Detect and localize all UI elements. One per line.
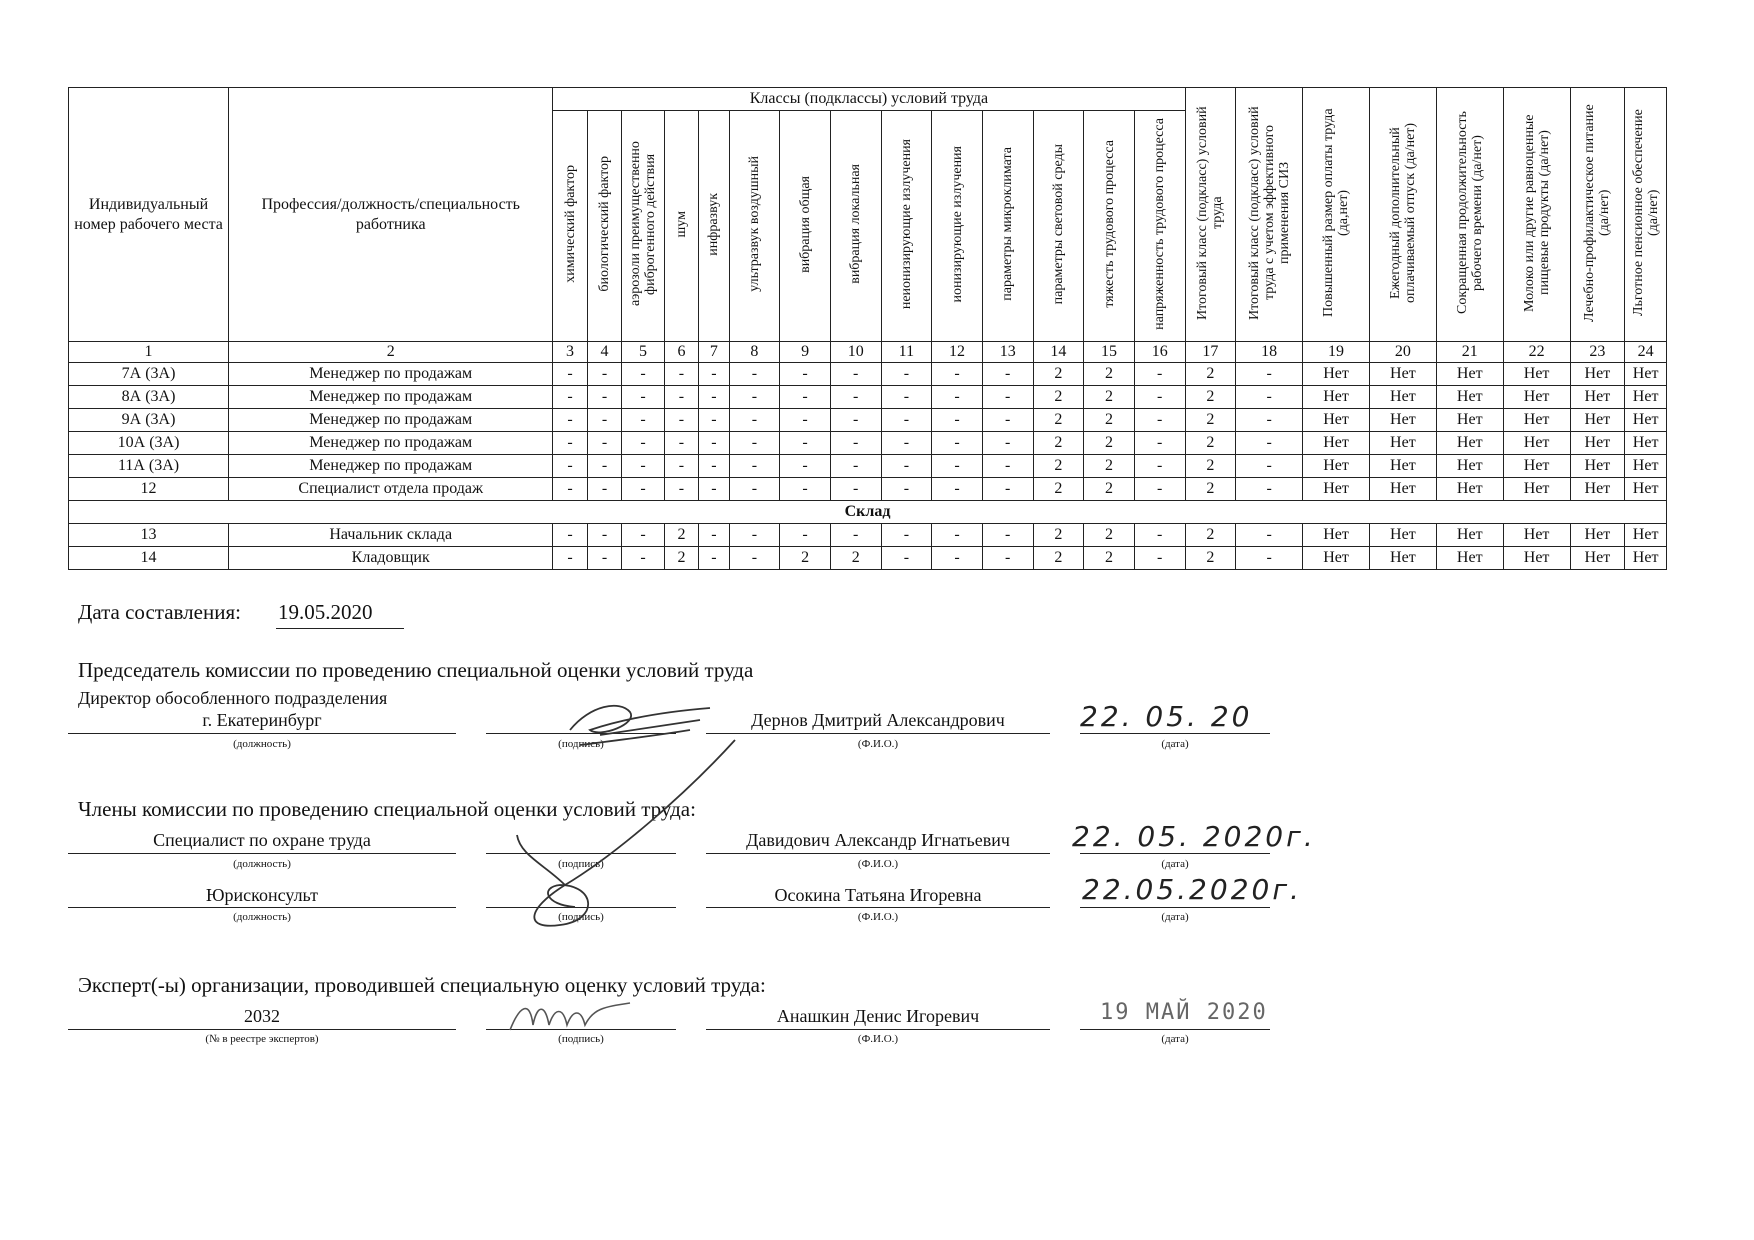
value-cell: 2 bbox=[1185, 432, 1236, 455]
value-cell: 2 bbox=[1084, 363, 1135, 386]
value-cell: - bbox=[780, 432, 831, 455]
value-cell: Нет bbox=[1570, 432, 1625, 455]
value-cell: - bbox=[664, 455, 698, 478]
value-cell: - bbox=[553, 547, 587, 570]
column-number: 18 bbox=[1236, 342, 1303, 363]
value-cell: - bbox=[729, 455, 780, 478]
value-cell: - bbox=[1236, 363, 1303, 386]
value-cell: 2 bbox=[1185, 478, 1236, 501]
header-factor: ионизирующие излучения bbox=[932, 111, 983, 342]
value-cell: 2 bbox=[1185, 386, 1236, 409]
value-cell: - bbox=[780, 455, 831, 478]
column-number: 17 bbox=[1185, 342, 1236, 363]
column-number: 3 bbox=[553, 342, 587, 363]
value-cell: Нет bbox=[1436, 363, 1503, 386]
value-cell: - bbox=[729, 363, 780, 386]
value-cell: Нет bbox=[1625, 363, 1667, 386]
value-cell: - bbox=[699, 478, 729, 501]
value-cell: Нет bbox=[1570, 363, 1625, 386]
value-cell: - bbox=[982, 409, 1033, 432]
value-cell: Нет bbox=[1625, 432, 1667, 455]
header-factor: напряженность трудового процесса bbox=[1134, 111, 1185, 342]
value-cell: 2 bbox=[1033, 524, 1084, 547]
value-cell: - bbox=[1134, 524, 1185, 547]
value-cell: - bbox=[553, 478, 587, 501]
profession-cell: Менеджер по продажам bbox=[229, 409, 553, 432]
value-cell: 2 bbox=[1033, 432, 1084, 455]
column-number: 19 bbox=[1303, 342, 1370, 363]
column-number: 1 bbox=[69, 342, 229, 363]
value-cell: - bbox=[729, 409, 780, 432]
value-cell: 2 bbox=[780, 547, 831, 570]
value-cell: Нет bbox=[1369, 432, 1436, 455]
value-cell: - bbox=[553, 432, 587, 455]
value-cell: 2 bbox=[1033, 547, 1084, 570]
value-cell: Нет bbox=[1503, 386, 1570, 409]
value-cell: - bbox=[587, 455, 621, 478]
table-row bbox=[69, 478, 1667, 501]
header-factor: химический фактор bbox=[553, 111, 587, 342]
value-cell: - bbox=[699, 547, 729, 570]
value-cell: 2 bbox=[1084, 409, 1135, 432]
profession-cell: Менеджер по продажам bbox=[229, 455, 553, 478]
value-cell: Нет bbox=[1369, 478, 1436, 501]
value-cell: Нет bbox=[1303, 455, 1370, 478]
chair-fio-caption: (Ф.И.О.) bbox=[857, 738, 899, 750]
value-cell: - bbox=[932, 478, 983, 501]
value-cell: Нет bbox=[1570, 547, 1625, 570]
expert-date-caption: (дата) bbox=[1161, 1033, 1189, 1045]
table-row bbox=[69, 455, 1667, 478]
value-cell: 2 bbox=[1033, 386, 1084, 409]
value-cell: - bbox=[881, 386, 932, 409]
value-cell: - bbox=[622, 409, 665, 432]
value-cell: - bbox=[699, 432, 729, 455]
value-cell: - bbox=[664, 386, 698, 409]
value-cell: Нет bbox=[1436, 409, 1503, 432]
value-cell: Нет bbox=[1369, 455, 1436, 478]
workplace-id-cell: 13 bbox=[69, 524, 229, 547]
value-cell: Нет bbox=[1570, 455, 1625, 478]
header-factor: вибрация локальная bbox=[830, 111, 881, 342]
value-cell: Нет bbox=[1303, 478, 1370, 501]
member1-name: Давидович Александр Игнатьевич bbox=[746, 830, 1010, 850]
value-cell: Нет bbox=[1369, 547, 1436, 570]
member2-date-caption: (дата) bbox=[1161, 911, 1189, 923]
date-label: Дата составления: bbox=[78, 600, 241, 624]
value-cell: - bbox=[622, 547, 665, 570]
expert-fio-caption: (Ф.И.О.) bbox=[857, 1033, 899, 1045]
value-cell: 2 bbox=[1185, 409, 1236, 432]
value-cell: - bbox=[587, 524, 621, 547]
value-cell: - bbox=[664, 409, 698, 432]
table-row bbox=[69, 386, 1667, 409]
expert-signature bbox=[505, 995, 635, 1035]
header-factor: биологический фактор bbox=[587, 111, 621, 342]
column-number: 13 bbox=[982, 342, 1033, 363]
value-cell: 2 bbox=[1033, 478, 1084, 501]
value-cell: - bbox=[982, 363, 1033, 386]
header-increased-pay: Повышенный размер оплаты труда (да,нет) bbox=[1303, 88, 1370, 342]
member-signature bbox=[505, 735, 745, 935]
profession-cell: Кладовщик bbox=[229, 547, 553, 570]
header-classes-group: Классы (подклассы) условий труда bbox=[553, 88, 1185, 111]
value-cell: - bbox=[1236, 524, 1303, 547]
column-number: 12 bbox=[932, 342, 983, 363]
value-cell: - bbox=[1236, 386, 1303, 409]
chair-position-line1: Директор обособленного подразделения bbox=[78, 688, 388, 708]
value-cell: - bbox=[553, 455, 587, 478]
value-cell: Нет bbox=[1369, 409, 1436, 432]
value-cell: - bbox=[553, 524, 587, 547]
header-factor: тяжесть трудового процесса bbox=[1084, 111, 1135, 342]
column-numbers-row bbox=[69, 342, 1667, 363]
member1-date-caption: (дата) bbox=[1161, 858, 1189, 870]
value-cell: Нет bbox=[1570, 386, 1625, 409]
header-factor: ультразвук воздушный bbox=[729, 111, 780, 342]
value-cell: Нет bbox=[1570, 524, 1625, 547]
value-cell: - bbox=[780, 524, 831, 547]
value-cell: - bbox=[622, 363, 665, 386]
value-cell: Нет bbox=[1503, 363, 1570, 386]
value-cell: - bbox=[830, 386, 881, 409]
value-cell: - bbox=[729, 432, 780, 455]
value-cell: - bbox=[932, 455, 983, 478]
column-number: 5 bbox=[622, 342, 665, 363]
column-number: 4 bbox=[587, 342, 621, 363]
value-cell: - bbox=[1134, 386, 1185, 409]
column-number: 23 bbox=[1570, 342, 1625, 363]
value-cell: - bbox=[932, 363, 983, 386]
value-cell: Нет bbox=[1436, 386, 1503, 409]
column-number: 22 bbox=[1503, 342, 1570, 363]
value-cell: Нет bbox=[1436, 455, 1503, 478]
value-cell: - bbox=[1134, 363, 1185, 386]
chair-heading: Председатель комиссии по проведению специальной оценки условий труда bbox=[78, 658, 754, 682]
value-cell: - bbox=[587, 432, 621, 455]
header-factor: параметры световой среды bbox=[1033, 111, 1084, 342]
value-cell: - bbox=[1134, 455, 1185, 478]
value-cell: Нет bbox=[1436, 524, 1503, 547]
value-cell: - bbox=[553, 409, 587, 432]
header-final-class-siz: Итоговый класс (подкласс) условий труда с учетом эффективного применения СИЗ bbox=[1236, 88, 1303, 342]
value-cell: - bbox=[932, 409, 983, 432]
members-heading: Члены комиссии по проведению специальной оценки условий труда: bbox=[78, 797, 696, 821]
value-cell: - bbox=[932, 524, 983, 547]
value-cell: - bbox=[932, 547, 983, 570]
value-cell: - bbox=[881, 478, 932, 501]
value-cell: - bbox=[553, 386, 587, 409]
profession-cell: Менеджер по продажам bbox=[229, 432, 553, 455]
value-cell: - bbox=[1236, 409, 1303, 432]
value-cell: Нет bbox=[1303, 432, 1370, 455]
header-workplace-id: Индивидуальный номер рабочего места bbox=[69, 88, 229, 342]
expert-registry-caption: (№ в реестре экспертов) bbox=[205, 1033, 319, 1045]
value-cell: - bbox=[729, 478, 780, 501]
value-cell: 2 bbox=[664, 524, 698, 547]
value-cell: - bbox=[729, 386, 780, 409]
workplace-id-cell: 11А (3А) bbox=[69, 455, 229, 478]
value-cell: - bbox=[932, 432, 983, 455]
value-cell: - bbox=[622, 432, 665, 455]
value-cell: - bbox=[780, 363, 831, 386]
profession-cell: Менеджер по продажам bbox=[229, 386, 553, 409]
column-number: 7 bbox=[699, 342, 729, 363]
value-cell: - bbox=[699, 386, 729, 409]
value-cell: - bbox=[881, 547, 932, 570]
value-cell: Нет bbox=[1570, 409, 1625, 432]
value-cell: - bbox=[587, 409, 621, 432]
header-final-class: Итоговый класс (подкласс) условий труда bbox=[1185, 88, 1236, 342]
value-cell: - bbox=[780, 386, 831, 409]
value-cell: Нет bbox=[1303, 363, 1370, 386]
header-factor: вибрация общая bbox=[780, 111, 831, 342]
value-cell: Нет bbox=[1369, 363, 1436, 386]
profession-cell: Начальник склада bbox=[229, 524, 553, 547]
value-cell: Нет bbox=[1303, 386, 1370, 409]
value-cell: Нет bbox=[1303, 409, 1370, 432]
value-cell: Нет bbox=[1625, 455, 1667, 478]
value-cell: - bbox=[1236, 432, 1303, 455]
chair-position-line2: г. Екатеринбург bbox=[202, 710, 322, 730]
value-cell: - bbox=[587, 386, 621, 409]
value-cell: - bbox=[1134, 478, 1185, 501]
profession-cell: Специалист отдела продаж bbox=[229, 478, 553, 501]
header-therapeutic-food: Лечебно-профилактическое питание (да/нет) bbox=[1570, 88, 1625, 342]
value-cell: - bbox=[1134, 432, 1185, 455]
table-row bbox=[69, 432, 1667, 455]
value-cell: - bbox=[553, 363, 587, 386]
expert-signature-caption: (подпись) bbox=[558, 1033, 604, 1045]
chair-position-caption: (должность) bbox=[233, 738, 291, 750]
value-cell: Нет bbox=[1436, 432, 1503, 455]
header-milk: Молоко или другие равноценные пищевые продукты (да/нет) bbox=[1503, 88, 1570, 342]
value-cell: - bbox=[982, 455, 1033, 478]
value-cell: - bbox=[587, 363, 621, 386]
value-cell: Нет bbox=[1625, 409, 1667, 432]
member2-position-caption: (должность) bbox=[233, 911, 291, 923]
chair-date-handwritten: 22. 05. 20 bbox=[1080, 700, 1253, 733]
value-cell: - bbox=[1134, 547, 1185, 570]
value-cell: 2 bbox=[1084, 455, 1135, 478]
header-extra-leave: Ежегодный дополнительный оплачиваемый отпуск (да/нет) bbox=[1369, 88, 1436, 342]
value-cell: Нет bbox=[1625, 547, 1667, 570]
header-factor: неионизирующие излучения bbox=[881, 111, 932, 342]
value-cell: 2 bbox=[1084, 386, 1135, 409]
member1-date-handwritten: 22. 05. 2020г. bbox=[1072, 820, 1316, 853]
column-number: 2 bbox=[229, 342, 553, 363]
chair-date-caption: (дата) bbox=[1161, 738, 1189, 750]
chair-signature-caption: (подпись) bbox=[558, 738, 604, 750]
value-cell: - bbox=[699, 524, 729, 547]
value-cell: 2 bbox=[830, 547, 881, 570]
value-cell: - bbox=[699, 455, 729, 478]
member2-fio-caption: (Ф.И.О.) bbox=[857, 911, 899, 923]
value-cell: Нет bbox=[1369, 524, 1436, 547]
value-cell: - bbox=[664, 432, 698, 455]
value-cell: 2 bbox=[1033, 455, 1084, 478]
value-cell: 2 bbox=[1084, 524, 1135, 547]
member1-fio-caption: (Ф.И.О.) bbox=[857, 858, 899, 870]
value-cell: - bbox=[729, 524, 780, 547]
value-cell: Нет bbox=[1503, 409, 1570, 432]
value-cell: - bbox=[664, 363, 698, 386]
value-cell: - bbox=[830, 409, 881, 432]
value-cell: - bbox=[1236, 478, 1303, 501]
column-number: 14 bbox=[1033, 342, 1084, 363]
section-row bbox=[69, 501, 1667, 524]
value-cell: Нет bbox=[1503, 432, 1570, 455]
member1-signature-caption: (подпись) bbox=[558, 858, 604, 870]
value-cell: Нет bbox=[1503, 455, 1570, 478]
value-cell: Нет bbox=[1369, 386, 1436, 409]
member1-position-caption: (должность) bbox=[233, 858, 291, 870]
value-cell: - bbox=[982, 478, 1033, 501]
header-factor: шум bbox=[664, 111, 698, 342]
member2-date-handwritten: 22.05.2020г. bbox=[1082, 873, 1302, 906]
workplace-id-cell: 10А (3А) bbox=[69, 432, 229, 455]
column-number: 9 bbox=[780, 342, 831, 363]
value-cell: - bbox=[881, 524, 932, 547]
column-number: 21 bbox=[1436, 342, 1503, 363]
value-cell: - bbox=[587, 547, 621, 570]
value-cell: - bbox=[780, 409, 831, 432]
value-cell: - bbox=[622, 455, 665, 478]
value-cell: - bbox=[780, 478, 831, 501]
header-reduced-hours: Сокращенная продолжительность рабочего времени (да/нет) bbox=[1436, 88, 1503, 342]
working-conditions-table bbox=[68, 87, 1667, 570]
member2-signature-caption: (подпись) bbox=[558, 911, 604, 923]
value-cell: - bbox=[622, 478, 665, 501]
value-cell: - bbox=[982, 547, 1033, 570]
value-cell: - bbox=[982, 524, 1033, 547]
workplace-id-cell: 9А (3А) bbox=[69, 409, 229, 432]
value-cell: Нет bbox=[1503, 547, 1570, 570]
column-number: 15 bbox=[1084, 342, 1135, 363]
table-row bbox=[69, 547, 1667, 570]
chair-name: Дернов Дмитрий Александрович bbox=[751, 710, 1005, 730]
value-cell: - bbox=[830, 432, 881, 455]
value-cell: - bbox=[830, 478, 881, 501]
value-cell: - bbox=[982, 432, 1033, 455]
workplace-id-cell: 12 bbox=[69, 478, 229, 501]
column-number: 11 bbox=[881, 342, 932, 363]
value-cell: 2 bbox=[1185, 524, 1236, 547]
member2-position: Юрисконсульт bbox=[206, 885, 318, 905]
value-cell: 2 bbox=[1084, 432, 1135, 455]
value-cell: Нет bbox=[1436, 547, 1503, 570]
header-factor: параметры микроклимата bbox=[982, 111, 1033, 342]
table-row bbox=[69, 409, 1667, 432]
value-cell: Нет bbox=[1503, 478, 1570, 501]
header-pension: Льготное пенсионное обеспечение (да/нет) bbox=[1625, 88, 1667, 342]
value-cell: - bbox=[881, 432, 932, 455]
expert-date-stamp: 19 МАЙ 2020 bbox=[1100, 1000, 1268, 1025]
value-cell: - bbox=[830, 455, 881, 478]
value-cell: - bbox=[881, 409, 932, 432]
column-number: 8 bbox=[729, 342, 780, 363]
column-number: 20 bbox=[1369, 342, 1436, 363]
value-cell: 2 bbox=[1185, 547, 1236, 570]
value-cell: Нет bbox=[1625, 386, 1667, 409]
value-cell: - bbox=[622, 386, 665, 409]
value-cell: - bbox=[830, 363, 881, 386]
date-value: 19.05.2020 bbox=[278, 600, 373, 624]
value-cell: Нет bbox=[1503, 524, 1570, 547]
value-cell: 2 bbox=[1084, 478, 1135, 501]
value-cell: - bbox=[881, 363, 932, 386]
table-row bbox=[69, 363, 1667, 386]
value-cell: - bbox=[699, 409, 729, 432]
value-cell: - bbox=[699, 363, 729, 386]
value-cell: 2 bbox=[664, 547, 698, 570]
workplace-id-cell: 8А (3А) bbox=[69, 386, 229, 409]
header-profession: Профессия/должность/специальность работника bbox=[229, 88, 553, 342]
workplace-id-cell: 14 bbox=[69, 547, 229, 570]
profession-cell: Менеджер по продажам bbox=[229, 363, 553, 386]
column-number: 16 bbox=[1134, 342, 1185, 363]
value-cell: - bbox=[881, 455, 932, 478]
section-title: Склад bbox=[69, 501, 1667, 524]
value-cell: 2 bbox=[1185, 363, 1236, 386]
value-cell: - bbox=[622, 524, 665, 547]
value-cell: - bbox=[982, 386, 1033, 409]
header-factor: аэрозоли преимущественно фиброгенного действия bbox=[622, 111, 665, 342]
column-number: 10 bbox=[830, 342, 881, 363]
value-cell: 2 bbox=[1033, 409, 1084, 432]
value-cell: - bbox=[830, 524, 881, 547]
value-cell: 2 bbox=[1084, 547, 1135, 570]
value-cell: 2 bbox=[1185, 455, 1236, 478]
value-cell: Нет bbox=[1625, 478, 1667, 501]
value-cell: - bbox=[1236, 455, 1303, 478]
value-cell: - bbox=[1236, 547, 1303, 570]
value-cell: Нет bbox=[1303, 524, 1370, 547]
column-number: 24 bbox=[1625, 342, 1667, 363]
value-cell: Нет bbox=[1436, 478, 1503, 501]
table-row bbox=[69, 524, 1667, 547]
member1-position: Специалист по охране труда bbox=[153, 830, 371, 850]
value-cell: Нет bbox=[1625, 524, 1667, 547]
workplace-id-cell: 7А (3А) bbox=[69, 363, 229, 386]
expert-name: Анашкин Денис Игоревич bbox=[776, 1006, 980, 1026]
value-cell: 2 bbox=[1033, 363, 1084, 386]
value-cell: Нет bbox=[1570, 478, 1625, 501]
column-number: 6 bbox=[664, 342, 698, 363]
expert-registry-number: 2032 bbox=[244, 1006, 280, 1026]
value-cell: - bbox=[664, 478, 698, 501]
value-cell: Нет bbox=[1303, 547, 1370, 570]
member2-name: Осокина Татьяна Игоревна bbox=[774, 885, 982, 905]
header-factor: инфразвук bbox=[699, 111, 729, 342]
value-cell: - bbox=[932, 386, 983, 409]
expert-heading: Эксперт(-ы) организации, проводившей специальную оценку условий труда: bbox=[78, 973, 766, 997]
value-cell: - bbox=[587, 478, 621, 501]
value-cell: - bbox=[729, 547, 780, 570]
value-cell: - bbox=[1134, 409, 1185, 432]
